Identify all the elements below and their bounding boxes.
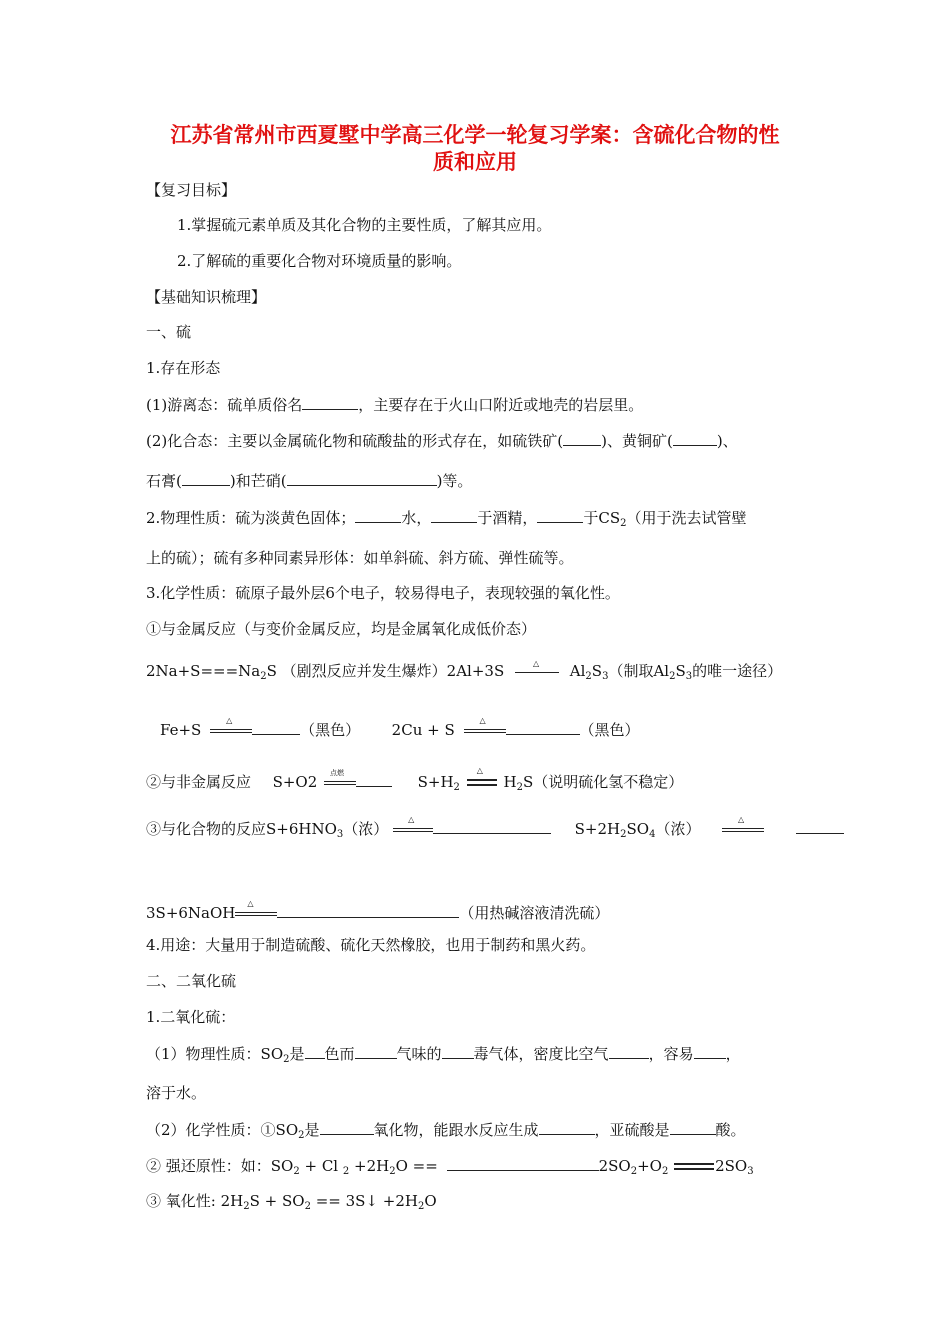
so2-text: 酸。 <box>715 1121 746 1139</box>
so2-text: 毒气体，密度比空气 <box>473 1045 609 1063</box>
answer-blank[interactable] <box>305 1043 325 1059</box>
compound-reaction-line <box>146 815 844 840</box>
so2-physical-line <box>146 1043 741 1064</box>
answer-blank[interactable] <box>539 1119 595 1135</box>
physical-text-3: 于酒精， <box>477 509 538 527</box>
answer-blank[interactable] <box>670 1119 716 1135</box>
answer-blank[interactable] <box>355 1043 397 1059</box>
arrow-line <box>235 912 277 916</box>
answer-blank[interactable] <box>287 470 437 486</box>
equation-text: （黑色） <box>300 721 361 739</box>
chemical-heading: 3.化学性质：硫原子最外层6个电子，较易得电子，表现较强的氧化性。 <box>146 584 620 602</box>
so2-text: 是 <box>304 1121 320 1139</box>
arrow-line <box>210 729 252 733</box>
so2-text: 氧化物，能跟水反应生成 <box>373 1121 539 1139</box>
so2-chemical-line <box>146 1119 746 1140</box>
equation-text: SO <box>626 820 650 838</box>
answer-blank[interactable] <box>320 1119 374 1135</box>
equation-text: S <box>591 662 603 680</box>
so2-text: + Cl <box>299 1157 343 1175</box>
subscript: 2 <box>243 1201 250 1212</box>
equation-text: 2Na+S===Na <box>146 662 261 680</box>
so2-text: O <box>424 1192 437 1210</box>
answer-blank[interactable] <box>302 394 358 410</box>
answer-blank[interactable] <box>673 430 717 446</box>
subscript: 2 <box>620 518 627 529</box>
heat-symbol: △ <box>738 815 745 824</box>
subscript: 2 <box>283 1054 290 1065</box>
free-state-text: (1)游离态：硫单质俗名 <box>146 396 303 414</box>
free-state-line <box>146 394 643 415</box>
physical-text-2: 水， <box>401 509 432 527</box>
subscript: 2 <box>293 1166 300 1177</box>
so2-text: +2H <box>349 1157 390 1175</box>
uses-line: 4.用途：大量用于制造硫酸、硫化天然橡胶，也用于制药和黑火药。 <box>146 936 596 954</box>
equation-text: （浓） <box>343 820 389 838</box>
heat-arrow <box>464 716 506 733</box>
arrow-line <box>464 729 506 733</box>
so2-text: ， <box>725 1045 741 1063</box>
equation-text: （用热碱溶液清洗硫） <box>459 904 610 922</box>
free-state-text-2: ，主要存在于火山口附近或地壳的岩层里。 <box>358 396 644 414</box>
answer-blank[interactable] <box>433 818 551 834</box>
equation-text: （黑色） <box>579 721 640 739</box>
nonmetal-reaction-line <box>146 766 684 793</box>
equation-text: S（说明硫化氢不稳定） <box>522 773 684 791</box>
ignite-arrow <box>324 769 356 785</box>
so2-text: 色而 <box>324 1045 355 1063</box>
reversible-arrow <box>674 1163 714 1171</box>
equation-text: 2Cu + S <box>391 721 455 739</box>
equation-text: ②与非金属反应 <box>146 773 252 791</box>
equation-text: S+H <box>417 773 454 791</box>
gypsum-line <box>146 470 472 491</box>
subscript: 2 <box>669 671 676 682</box>
gypsum-text: 石膏( <box>146 472 182 490</box>
reversible-arrow <box>467 766 497 787</box>
physical-text-5: （用于洗去试管壁 <box>626 509 747 527</box>
so2-text: 气味的 <box>396 1045 442 1063</box>
equation-text: S （剧烈反应并发生爆炸）2Al+3S <box>266 662 505 680</box>
so2-text: ③ 氧化性: 2H <box>146 1192 244 1210</box>
heat-symbol: △ <box>226 716 233 725</box>
subscript: 3 <box>685 671 693 682</box>
subscript: 2 <box>585 671 592 682</box>
equilibrium-lines <box>674 1163 714 1171</box>
ignite-label: 点燃 <box>330 769 345 777</box>
answer-blank[interactable] <box>356 771 392 787</box>
metal-reaction-heading: ①与金属反应（与变价金属反应，均是金属氧化成低价态） <box>146 620 537 638</box>
so2-text: （2）化学性质：①SO <box>146 1121 299 1139</box>
heat-symbol: △ <box>247 899 254 908</box>
so2-text: 2SO <box>598 1157 631 1175</box>
answer-blank[interactable] <box>252 719 300 735</box>
answer-blank[interactable] <box>537 507 583 523</box>
answer-blank[interactable] <box>447 1155 599 1171</box>
subscript: 3 <box>747 1166 754 1177</box>
subscript: 2 <box>630 1166 638 1177</box>
subscript: 2 <box>661 1166 669 1177</box>
gypsum-text-2: )和芒硝( <box>229 472 287 490</box>
so2-text: 是 <box>289 1045 305 1063</box>
so2-text: O == <box>395 1157 438 1175</box>
physical-line-2: 上的硫）；硫有多种同素异形体：如单斜硫、斜方硫、弹性硫等。 <box>146 549 574 567</box>
heat-arrow <box>393 815 433 832</box>
equation-text: 3S+6NaOH <box>146 904 236 922</box>
so2-text: S + SO <box>249 1192 305 1210</box>
answer-blank[interactable] <box>609 1043 649 1059</box>
subscript: 2 <box>298 1130 305 1141</box>
so2-text: 2SO <box>715 1157 748 1175</box>
heat-arrow <box>235 899 277 916</box>
goal-item-1: 1.掌握硫元素单质及其化合物的主要性质，了解其应用。 <box>177 216 552 234</box>
so2-reducing-line <box>146 1155 754 1176</box>
so2-oxidizing-line <box>146 1191 437 1211</box>
equation-text: ③与化合物的反应S+6HNO <box>146 820 337 838</box>
naoh-reaction-line <box>146 899 610 923</box>
subscript: 4 <box>649 829 656 840</box>
subscript: 2 <box>620 829 627 840</box>
equation-text: Fe+S <box>160 721 202 739</box>
title-line-2: 质和应用 <box>433 150 517 174</box>
answer-blank[interactable] <box>506 719 580 735</box>
goal-item-2: 2.了解硫的重要化合物对环境质量的影响。 <box>177 252 462 270</box>
section-sulfur-heading: 一、硫 <box>146 323 192 341</box>
subscript: 2 <box>417 1201 425 1212</box>
subscript: 3 <box>336 829 344 840</box>
so2-text: +O <box>637 1157 662 1175</box>
heat-symbol: △ <box>476 766 483 775</box>
document-title <box>120 122 830 176</box>
physical-text: 2.物理性质：硫为淡黄色固体； <box>146 509 356 527</box>
equilibrium-lines <box>467 779 497 787</box>
arrow-line <box>722 828 764 832</box>
equation-text: S+2H <box>574 820 621 838</box>
combined-state-line <box>146 430 738 451</box>
goals-heading: 【复习目标】 <box>146 181 237 199</box>
equation-text: H <box>503 773 517 791</box>
physical-line-1 <box>146 507 747 528</box>
heat-arrow <box>210 716 252 733</box>
subscript: 2 <box>516 782 523 793</box>
equation-text: （制取Al <box>608 662 670 680</box>
answer-blank[interactable] <box>796 818 844 834</box>
physical-text-4: 于CS <box>583 509 621 527</box>
heat-symbol: △ <box>479 716 486 725</box>
subscript: 2 <box>260 671 267 682</box>
heat-arrow <box>515 658 559 673</box>
gypsum-text-3: )等。 <box>436 472 473 490</box>
heat-symbol: △ <box>533 658 540 668</box>
arrow-line <box>324 781 356 785</box>
subscript: 2 <box>304 1201 311 1212</box>
subscript: 2 <box>389 1166 396 1177</box>
answer-blank[interactable] <box>355 507 401 523</box>
section-so2-heading: 二、二氧化硫 <box>146 972 237 990</box>
combined-text-2: )、黄铜矿( <box>601 432 673 450</box>
answer-blank[interactable] <box>277 902 459 918</box>
fe-cu-reaction-line <box>160 716 640 740</box>
so2-text: ② 强还原性：如：SO <box>146 1157 294 1175</box>
so2-subheading: 1.二氧化硫： <box>146 1008 236 1026</box>
arrow-line <box>393 828 433 832</box>
so2-text: == 3S↓ +2H <box>310 1192 418 1210</box>
answer-blank[interactable] <box>563 430 601 446</box>
equation-text: S+O2 <box>272 773 318 791</box>
equation-text: （浓） <box>655 820 701 838</box>
subscript: 2 <box>342 1166 350 1177</box>
title-line-1: 江苏省常州市西夏墅中学高三化学一轮复习学案：含硫化合物的性 <box>170 123 780 147</box>
so2-text: （1）物理性质：SO <box>146 1045 284 1063</box>
subscript: 3 <box>602 671 609 682</box>
existence-heading: 1.存在形态 <box>146 359 221 377</box>
basics-heading: 【基础知识梳理】 <box>146 288 267 306</box>
equation-text: Al <box>569 662 586 680</box>
na-al-reaction-line <box>146 658 783 682</box>
so2-physical-line-2: 溶于水。 <box>146 1084 207 1102</box>
answer-blank[interactable] <box>442 1043 474 1059</box>
answer-blank[interactable] <box>182 470 230 486</box>
subscript: 2 <box>453 782 460 793</box>
equation-text: S <box>675 662 686 680</box>
so2-text: ，容易 <box>648 1045 694 1063</box>
answer-blank[interactable] <box>431 507 477 523</box>
combined-text: (2)化合态：主要以金属硫化物和硫酸盐的形式存在，如硫铁矿( <box>146 432 564 450</box>
heat-arrow <box>722 815 764 832</box>
heat-symbol: △ <box>408 815 415 824</box>
so2-text: ，亚硫酸是 <box>594 1121 670 1139</box>
arrow-line <box>515 672 559 673</box>
equation-text: 的唯一途径） <box>692 662 783 680</box>
combined-text-3: )、 <box>716 432 738 450</box>
answer-blank[interactable] <box>694 1043 726 1059</box>
